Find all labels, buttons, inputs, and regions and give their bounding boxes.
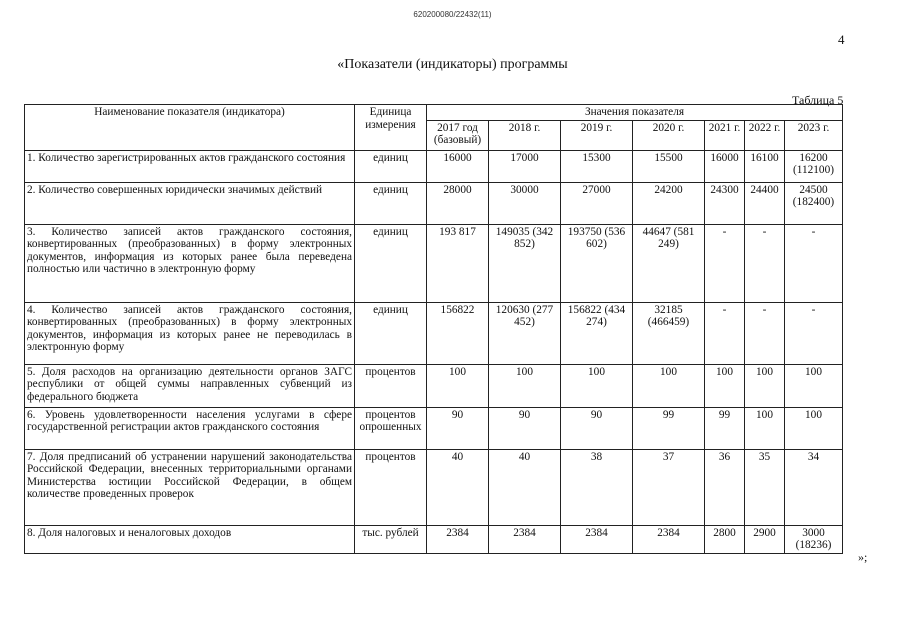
indicator-value: 149035 (342 852) [489,224,561,302]
indicator-value: 27000 [561,182,633,224]
indicator-unit: единиц [355,182,427,224]
indicators-table [24,104,843,554]
indicator-name: 4. Количество записей актов гражданского состояния, конвертированных (преобразованных) в форму электронных документов, информация из которых ранее не переводилась в электронную форму [25,302,355,364]
indicator-value: 15300 [561,150,633,182]
header-year: 2018 г. [489,120,561,150]
indicator-value: 156822 (434 274) [561,302,633,364]
indicator-value: 30000 [489,182,561,224]
indicator-value: 100 [745,407,785,449]
indicator-value: 100 [561,364,633,407]
indicator-unit: единиц [355,224,427,302]
indicator-value: 32185 (466459) [633,302,705,364]
table-row [25,407,843,449]
indicator-value: 193 817 [427,224,489,302]
indicator-value: 100 [785,407,843,449]
indicator-value: - [745,224,785,302]
table-row [25,224,843,302]
indicator-unit: процентов опрошенных [355,407,427,449]
document-code: 620200080/22432(11) [413,10,492,19]
table-row [25,302,843,364]
indicator-value: 2800 [705,525,745,553]
indicator-value: 40 [489,449,561,525]
indicator-unit: тыс. рублей [355,525,427,553]
indicator-name: 1. Количество зарегистрированных актов гражданского состояния [25,150,355,182]
indicator-value: 34 [785,449,843,525]
indicator-value: - [785,302,843,364]
header-year: 2023 г. [785,120,843,150]
indicator-value: 16200 (112100) [785,150,843,182]
indicator-value: 36 [705,449,745,525]
indicator-value: 24400 [745,182,785,224]
header-year: 2021 г. [705,120,745,150]
indicator-value: 16000 [705,150,745,182]
indicator-unit: процентов [355,364,427,407]
indicator-value: 17000 [489,150,561,182]
indicator-value: 100 [427,364,489,407]
indicator-value: 40 [427,449,489,525]
table-caption: Таблица 5 [792,93,844,107]
header-year: 2017 год (базовый) [427,120,489,150]
indicator-value: 193750 (536 602) [561,224,633,302]
indicator-value: 35 [745,449,785,525]
indicator-value: 44647 (581 249) [633,224,705,302]
indicator-value: 28000 [427,182,489,224]
indicator-name: 6. Уровень удовлетворенности населения услугами в сфере государственной регистрации актов гражданского состояния [25,407,355,449]
indicator-value: 99 [633,407,705,449]
indicator-value: 24500 (182400) [785,182,843,224]
indicator-value: 24300 [705,182,745,224]
indicator-value: - [705,224,745,302]
table-row [25,449,843,525]
indicator-value: 100 [705,364,745,407]
indicator-name: 3. Количество записей актов гражданского состояния, конвертированных (преобразованных) в форму электронных документов, информация из которых ранее была переведена полностью или частично в электронную форму [25,224,355,302]
indicator-value: 24200 [633,182,705,224]
document-title: «Показатели (индикаторы) программы [337,57,568,72]
header-values-group: Значения показателя [427,105,843,121]
indicator-value: 100 [489,364,561,407]
indicator-value: 15500 [633,150,705,182]
indicator-value: 2384 [633,525,705,553]
header-name: Наименование показателя (индикатора) [25,105,355,151]
indicator-value: 100 [633,364,705,407]
page-number: 4 [838,32,845,47]
indicator-value: 2384 [489,525,561,553]
indicator-value: 37 [633,449,705,525]
table-row [25,150,843,182]
indicator-value: 90 [489,407,561,449]
indicator-value: 99 [705,407,745,449]
indicator-value: 90 [561,407,633,449]
indicator-value: 2384 [427,525,489,553]
indicator-value: 16000 [427,150,489,182]
table-row [25,182,843,224]
table-row [25,364,843,407]
header-year: 2019 г. [561,120,633,150]
indicator-value: - [785,224,843,302]
indicator-value: 156822 [427,302,489,364]
indicator-value: 100 [785,364,843,407]
indicator-name: 8. Доля налоговых и неналоговых доходов [25,525,355,553]
header-year: 2022 г. [745,120,785,150]
indicator-value: 2384 [561,525,633,553]
indicator-name: 7. Доля предписаний об устранении нарушений законодательства Российской Федерации, внесенных территориальными органами Министерства юстиции Российской Федерации, в общем количестве проведенных проверок [25,449,355,525]
indicator-value: 100 [745,364,785,407]
table-row [25,525,843,553]
indicator-value: 90 [427,407,489,449]
indicator-value: 16100 [745,150,785,182]
indicator-value: 38 [561,449,633,525]
header-year: 2020 г. [633,120,705,150]
indicator-unit: единиц [355,302,427,364]
indicator-unit: процентов [355,449,427,525]
indicator-name: 2. Количество совершенных юридически значимых действий [25,182,355,224]
indicator-value: - [705,302,745,364]
closing-mark: »; [858,550,868,564]
indicator-value: - [745,302,785,364]
indicator-value: 2900 [745,525,785,553]
indicator-value: 120630 (277 452) [489,302,561,364]
indicator-value: 3000 (18236) [785,525,843,553]
indicator-name: 5. Доля расходов на организацию деятельности органов ЗАГС республики от общей суммы направленных субвенций из федерального бюджета [25,364,355,407]
header-unit: Единица измерения [355,105,427,151]
indicator-unit: единиц [355,150,427,182]
